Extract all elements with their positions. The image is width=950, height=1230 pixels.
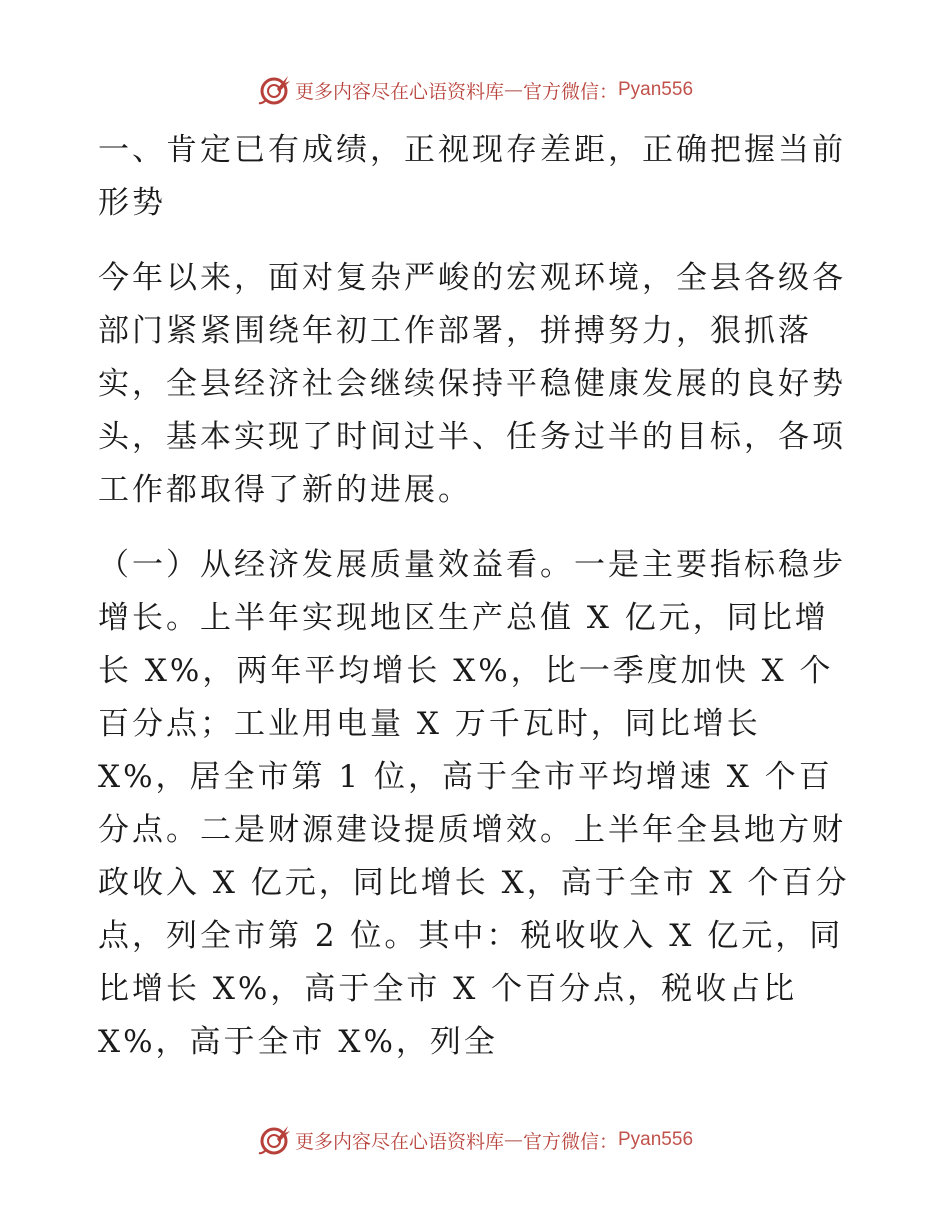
document-body — [98, 124, 858, 1069]
header-watermark — [0, 70, 950, 110]
watermark-wechat-id: Pyan556 — [618, 79, 694, 100]
paragraph-overview: 今年以来，面对复杂严峻的宏观环境，全县各级各部门紧紧围绕年初工作部署，拼搏努力，狠抓落实，全县经济社会继续保持平稳健康发展的良好势头，基本实现了时间过半、任务过半的目标，各项工作都取得了新的进展。 — [98, 260, 846, 508]
footer-watermark — [0, 1120, 950, 1160]
watermark-label: 官方微信： — [522, 80, 618, 103]
watermark-separator: — — [503, 79, 523, 101]
quill-ink-circle-icon — [257, 73, 291, 107]
watermark-text: 更多内容尽在心语资料库 — [294, 1130, 504, 1153]
watermark-label: 官方微信： — [522, 1130, 618, 1153]
paragraph-economic-quality: （一）从经济发展质量效益看。一是主要指标稳步增长。上半年实现地区生产总值 X 亿元，同比增长 X%，两年平均增长 X%，比一季度加快 X 个百分点；工业用电量 X 万千瓦时，同比增长 X%，居全市第 1 位，高于全市平均增速 X 个百分点。二是财源建设提质增效。上半年全县地方财政收入 X 亿元，同比增长 X，高于全市 X 个百分点，列全市第 2 位。其中：税收收入 X 亿元，同比增长 X%，高于全市 X 个百分点，税收占比 X%，高于全市 X%，列全 — [98, 547, 850, 1060]
watermark-text: 更多内容尽在心语资料库 — [294, 80, 504, 103]
quill-ink-circle-icon — [257, 1123, 291, 1157]
watermark-separator: — — [503, 1129, 523, 1151]
watermark-wechat-id: Pyan556 — [618, 1129, 694, 1150]
section-heading: 一、肯定已有成绩，正视现存差距，正确把握当前形势 — [98, 132, 846, 221]
